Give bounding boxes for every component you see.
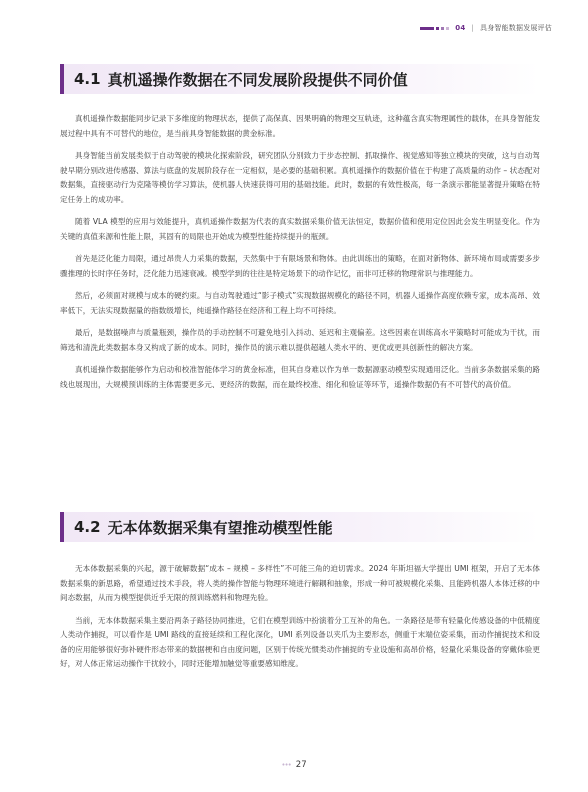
section-title: 真机遥操作数据在不同发展阶段提供不同价值 (107, 70, 408, 89)
chapter-number: 04 (455, 24, 466, 32)
section-heading (60, 64, 540, 94)
section-title: 无本体数据采集有望推动模型性能 (107, 518, 333, 537)
paragraph: 首先是泛化能力局限，通过昂贵人力采集的数据，天然集中于有限场景和物体。由此训练出的策略，在面对新物体、新环境布局或需要多步骤推理的长时序任务时，泛化能力迅速衰减。模型学到的往往是特定场景下的动作记忆，而非可迁移的物理常识与推理能力。 (60, 254, 540, 278)
paragraph: 最后，是数据噪声与质量瓶颈，操作员的手动控制不可避免地引入抖动、延迟和主观偏差。这些因素在训练高水平策略时可能成为干扰，而筛选和清洗此类数据本身又构成了新的成本。同时，操作员的演示难以提供超越人类水平的、更优或更具创新性的解决方案。 (60, 328, 540, 352)
paragraph: 真机遥操作数据能够作为启动和校准智能体学习的黄金标准，但其自身难以作为单一数据源驱动模型实现通用泛化。当前多条数据采集的路线也展现出，大规模预训练的主体需要更多元、更经济的数据，而在最终校准、细化和验证等环节，遥操作数据仍有不可替代的高价值。 (60, 365, 540, 389)
running-header (420, 22, 552, 34)
chapter-title: 具身智能数据发展评估 (480, 24, 552, 32)
header-accent-icon (420, 27, 449, 30)
section-4-2 (60, 512, 540, 672)
header-separator: | (471, 24, 474, 32)
paragraph: 无本体数据采集的兴起，源于破解数据“成本 – 规模 – 多样性”不可能三角的迫切需求。2024 年斯坦福大学提出 UMI 框架，开启了无本体数据采集的新思路，希望通过技术手段，将人类的操作智能与物理环境进行解耦和抽象，形成一种可被规模化采集、且能跨机器人本体迁移的中间态数据，从而为模型提供近乎无限的预训练燃料和物理先验。 (60, 564, 540, 602)
paragraph: 当前，无本体数据采集主要沿两条子路径协同推进，它们在模型训练中扮演着分工互补的角色。一条路径是带有轻量化传感设备的中低精度人类动作捕捉，可以看作是 UMI 路线的直接延续和工程化深化，UMI 系列设备以夹爪为主要形态，侧重于末端位姿采集，而动作捕捉技术和设备的应用能够很好弥补硬件形态带来的数据梗和自由度问题，区别于传统光惯类动作捕捉的专业设施和高昂价格，轻量化采集设备的穿戴体验更好，对人体正常运动操作干扰较小，同时还能增加触觉等重要感知维度。 (60, 615, 540, 668)
section-number: 4.2 (74, 518, 101, 536)
section-number: 4.1 (74, 70, 101, 88)
section-heading (60, 512, 540, 542)
paragraph: 随着 VLA 模型的应用与效能提升，真机遥操作数据为代表的真实数据采集价值无法恒定，数据价值和使用定位因此会发生明显变化。作为关键的真值来源和性能上限，其固有的局限也开始成为模型性能持续提升的瓶颈。 (60, 217, 540, 241)
paragraph: 具身智能当前发展类似于自动驾驶的模块化探索阶段，研究团队分别致力于步态控制、抓取操作、视觉感知等独立模块的突破，这与自动驾驶早期分别改进传感器、算法与底盘的发展阶段存在一定相似，是必要的基础积累。真机遥操作的数据价值在于构建了高质量的动作 – 状态配对数据集，直接驱动行为克隆等模仿学习算法，使机器人快速获得可用的基础技能。此时，数据的有效性极高，每一条演示都能显著提升策略在特定任务上的成功率。 (60, 151, 540, 204)
footer-dots-icon: ••• (281, 761, 291, 769)
section-4-1 (60, 64, 540, 392)
page-number: 27 (295, 760, 307, 770)
paragraph: 真机遥操作数据能同步记录下多维度的物理状态，提供了高保真、因果明确的物理交互轨迹，这种蕴含真实物理属性的载体，在具身智能发展过程中具有不可替代的地位，是当前具身智能数据的黄金标准。 (60, 114, 540, 138)
paragraph: 然后，必须面对规模与成本的硬约束。与自动驾驶通过“影子模式”实现数据规模化的路径不同，机器人遥操作高度依赖专家，成本高昂、效率低下，无法实现数据量的指数级增长，纯遥操作路径在经济和工程上均不可持续。 (60, 291, 540, 315)
page-footer (0, 760, 588, 770)
